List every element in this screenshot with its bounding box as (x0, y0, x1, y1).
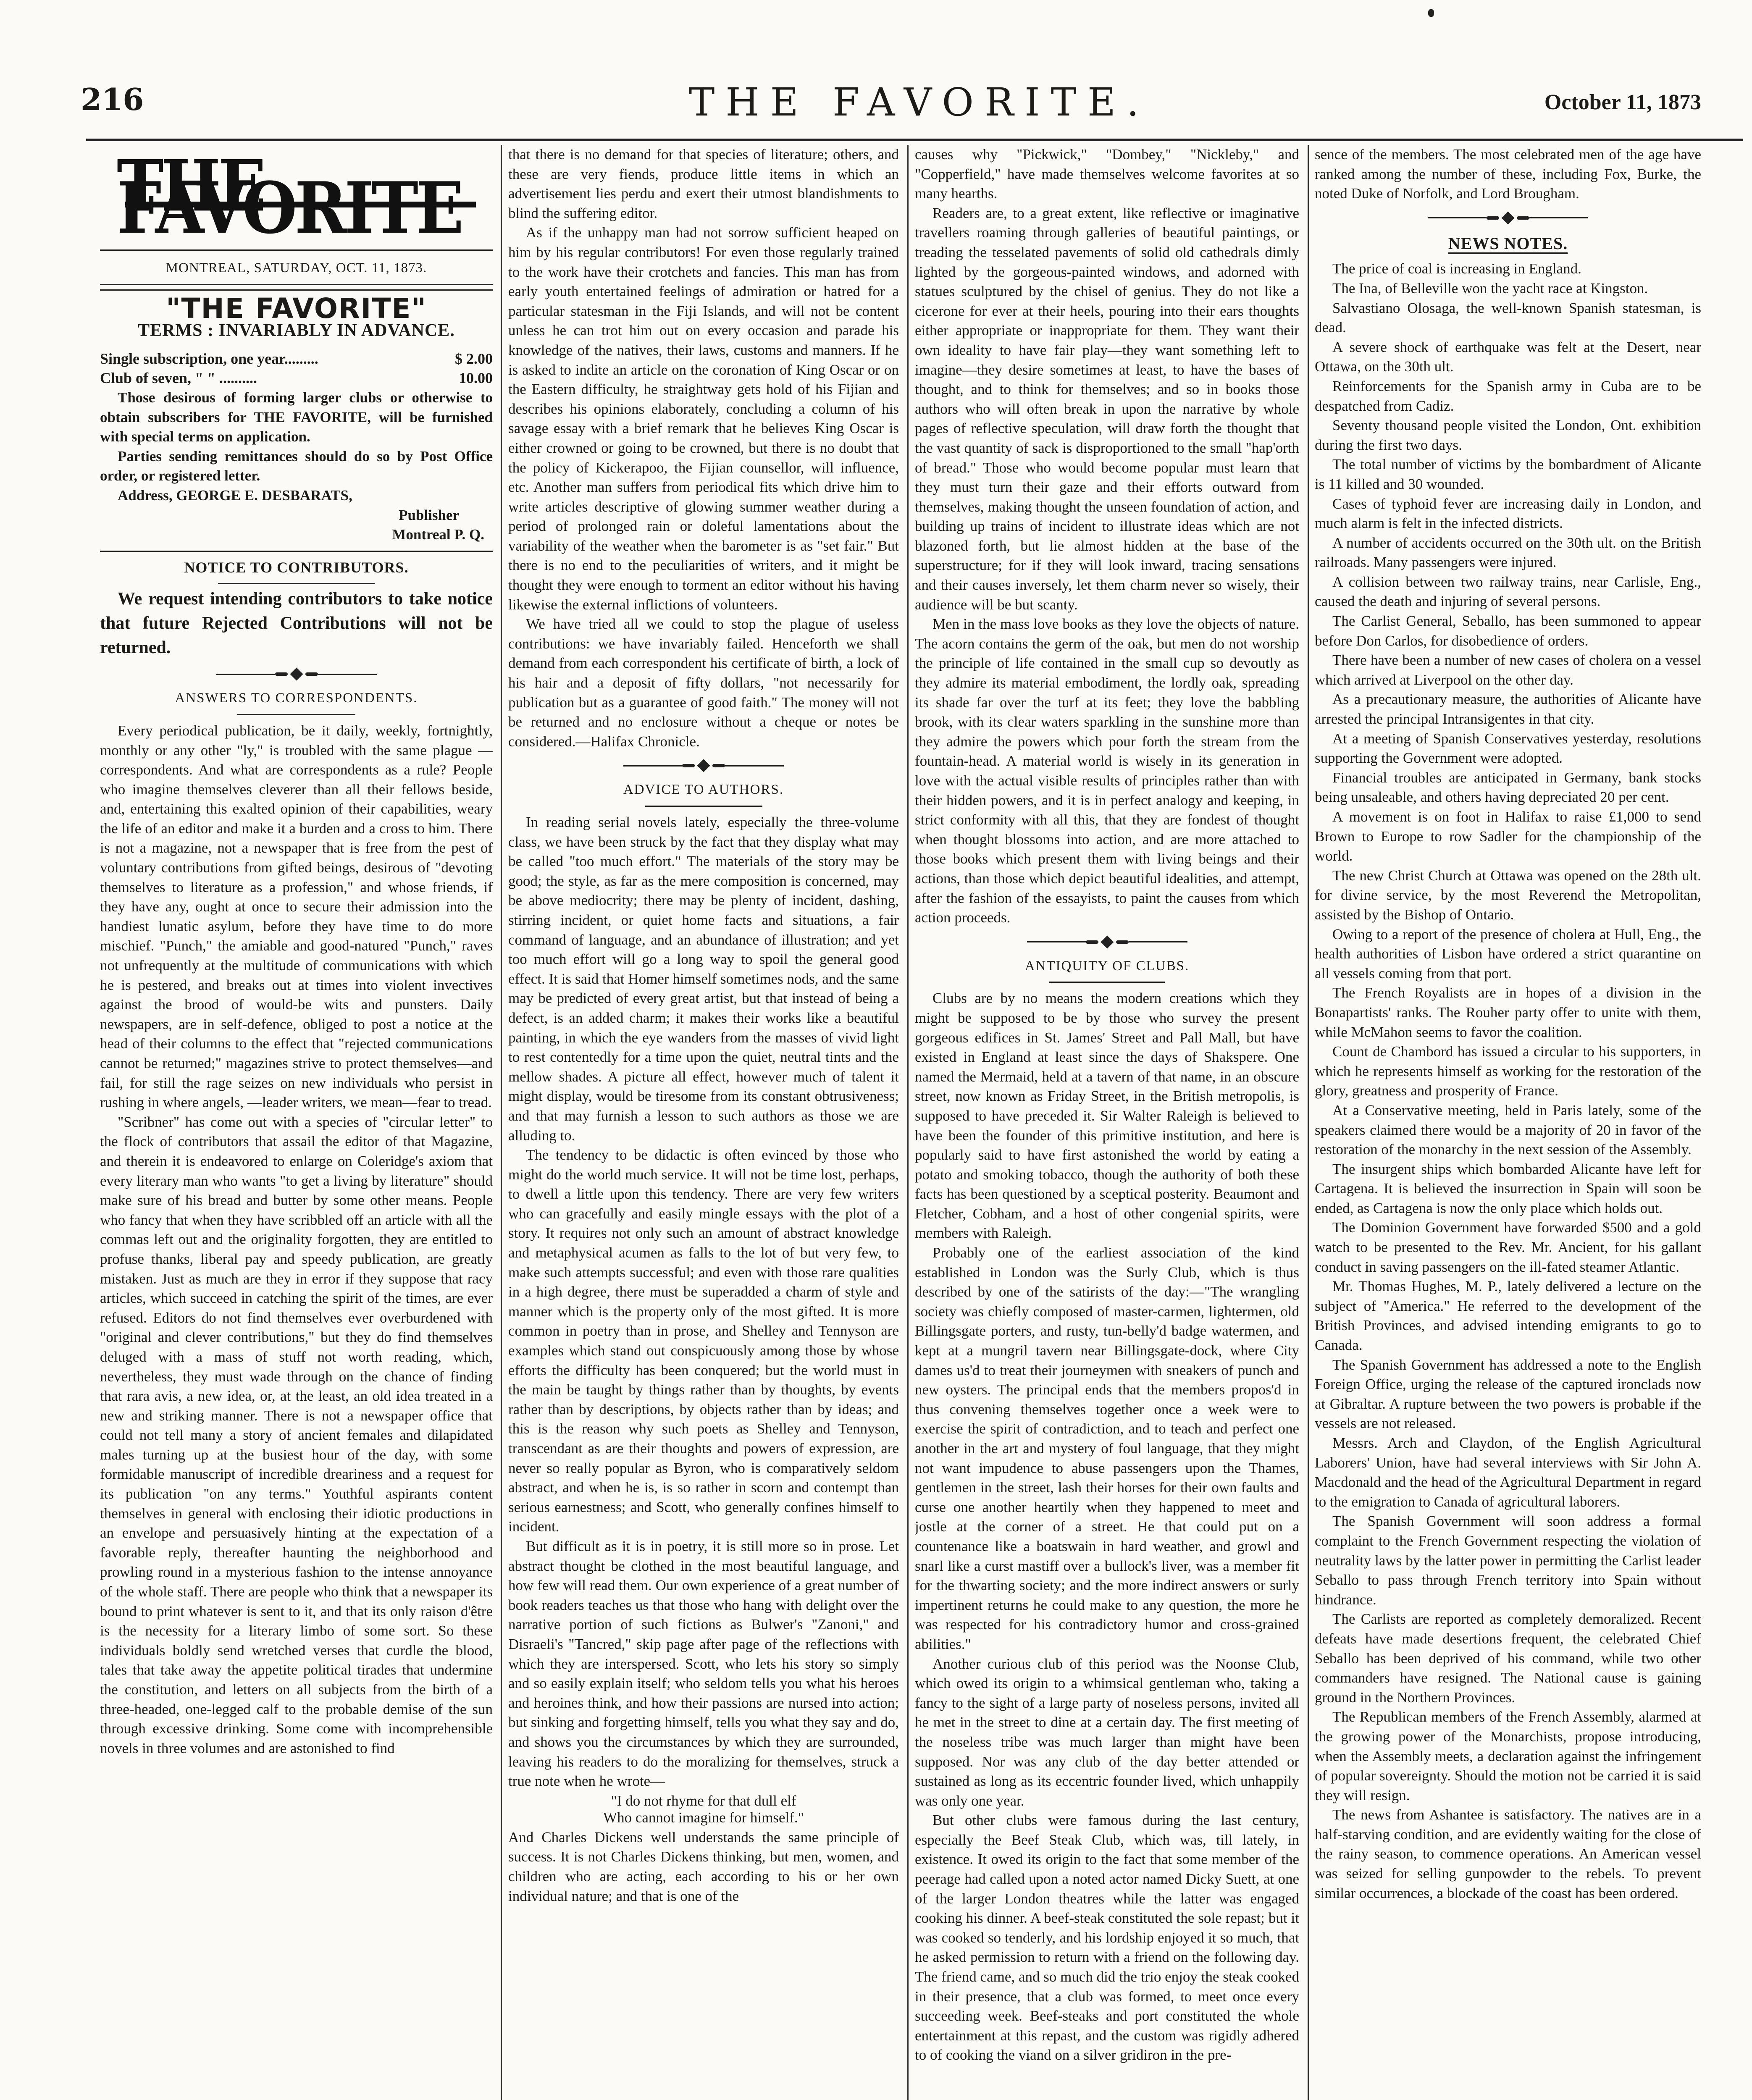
news-item: The French Royalists are in hopes of a division in the Bonapartists' ranks. The Rouher party offer to unite with them, while McMahon seems to favor the coalition. (1315, 984, 1701, 1040)
ink-mark (1428, 9, 1434, 17)
terms-heading: TERMS : INVARIABLY IN ADVANCE. (138, 321, 455, 341)
news-item: Seventy thousand people visited the London, Ont. exhibition during the first two days. (1315, 417, 1701, 453)
article-paragraph: As if the unhappy man had not sorrow sufficient heaped on him by his regular contributors! For even those regularly trained to the work have their crotchets and fancies. This man has from early youth entertained feelings of admiration or hatred for a particular statesman in the Fiji Islands, and will not be content unless he can trot him out on every occasion and parade his knowledge of the natives, their laws, customs and manners. If he is asked to indite an article on the coronation of King Oscar or on the Eastern difficulty, he straightway gets hold of his Fijian and describes his opinions elaborately, concluding a column of his savage essay with a brief remark that he believes King Oscar is either crowned or going to be crowned, but there is no doubt that the policy of Kickerapoo, the Fijian counsellor, will influence, etc. Another man suffers from periodical fits which drive him to write articles descriptive of glowing summer weather during a period of prolonged rain or doleful lamentations about the variability of the weather when the barometer is as "set fair." But there is no end to the peculiarities of writers, and it might be thought they were enough to torment an editor without his having likewise the external inflictions of volunteers. (508, 224, 899, 613)
news-item: The Carlists are reported as completely demoralized. Recent defeats have made desertions frequent, the celebrated Chief Seballo has been deprived of his command, while two other commanders have resigned. The National cause is gaining ground in the Northern Provinces. (1315, 1611, 1701, 1706)
answers-paragraph: "Scribner" has come out with a species of "circular letter" to the flock of contributors that assail the editor of that Magazine, and therein it is endeavored to enlarge on Coleridge's axiom that every literary man who wants "to get a living by literature" should make sure of his bread and butter by some other means. People who fancy that when they have scribbled off an article with all the commas left out and the originality forgotten, they are entitled to profuse thanks, liberal pay and speedy publication, are greatly mistaken. Just as much are they in error if they suppose that racy articles, which succeed in catching the spirit of the times, are ever refused. Editors do not find themselves ever overburdened with "original and clever contributions," but they do find themselves deluged with a mass of stuff not worth reading, which, nevertheless, they must wade through on the chance of finding that rara avis, a new idea, or, at the least, an old idea treated in a new and striking manner. There is not a newspaper office that could not tell many a story of ancient females and dilapidated males turning up at the busiest hour of the day, with some formidable manuscript of incredible dreariness and a request for its publication "on any terms." Youthful aspirants content themselves in general with enclosing their idiotic productions in an envelope and persuasively hinting at the expectation of a favorable reply, thereafter haunting the neighborhood and prowling round in a mysterious fashion to the intense annoyance of the whole staff. There are people who think that a newspaper its bound to print whatever is sent to it, and that its only raison d'être is the necessity for a literary limbo of some sort. So these individuals boldly send wretched verses that curdle the blood, tales that take away the appetite political tirades that undermine the constitution, and letters on all subjects from the birth of a three-headed, one-legged calf to the probable demise of the sun through excessive drinking. Some come with incomprehensible novels in three volumes and are astonished to find (100, 1113, 493, 1756)
clubs-continued: sence of the members. The most celebrated men of the age have ranked among the number of these, including Fox, Burke, the noted Duke of Norfolk, and Lord Brougham. (1315, 146, 1701, 202)
article-paragraph: We have tried all we could to stop the plague of useless contributions: we have invariably failed. Henceforth we shall demand from each correspondent his certificate of birth, a lock of his hair and a deposit of fifty dollars, "not necessarily for publication but as a guarantee of good faith." The money will not be returned and no enclosure without a cheque or notes be considered.—Halifax Chronicle. (508, 616, 899, 750)
news-item: Cases of typhoid fever are increasing daily in London, and much alarm is felt in the infected districts. (1315, 495, 1701, 532)
news-item: There have been a number of new cases of cholera on a vessel which arrived at Liverpool on the other day. (1315, 652, 1701, 688)
column-3 (915, 145, 1299, 2100)
news-item: As a precautionary measure, the authorities of Alicante have arrested the principal Intransigentes in that city. (1315, 691, 1701, 727)
rate-row (100, 349, 493, 369)
advice-paragraph: But difficult as it is in poetry, it is still more so in prose. Let abstract thought be clothed in the most beautiful language, and how few will read them. Our own experience of a great number of book readers teaches us that those who hang with delight over the narrative portion of such fictions as Bulwer's "Zanoni," and Disraeli's "Tancred," skip page after page of the reflections with which they are interspersed. Scott, who lets his story so simply and so easily explain itself; who seldom tells you what his heroes and heroines think, and how their passions are nursed into action; but sinking and forgetting himself, tells you what they say and do, and shows you the circumstances by which they are surrounded, leaving his readers to do the moralizing for themselves, struck a true note when he wrote— (508, 1538, 899, 1790)
divider (237, 714, 355, 715)
quote-line: Who cannot imagine for himself." (603, 1809, 804, 1826)
news-item: The Dominion Government have forwarded $500 and a gold watch to be presented to the Rev. Mr. Ancient, for his gallant conduct in saving passengers on the ill-fated steamer Atlantic. (1315, 1219, 1701, 1275)
ornament-divider (915, 934, 1299, 950)
news-item: The Carlist General, Seballo, has been summoned to appear before Don Carlos, for disobedience of orders. (1315, 613, 1701, 649)
column-4 (1315, 145, 1701, 2100)
clubs-paragraph: Clubs are by no means the modern creations which they might be supposed to be by those who survey the present gorgeous edifices in St. James' Street and Pall Mall, but have existed in England at least since the days of Shakspere. One named the Mermaid, held at a tavern of that name, in an obscure street, now known as Friday Street, in the British metropolis, is supposed to have preceded it. Sir Walter Raleigh is believed to have been the founder of this primitive institution, and here is popularly said to have first astonished the world by eating a potato and smoking tobacco, though the authority of both these facts has been questioned by a sceptical posterity. Beaumont and Fletcher, Cobham, and a host of other congenial spirits, were members with Raleigh. (915, 990, 1299, 1242)
column-rule (501, 145, 502, 2100)
notice-heading: NOTICE TO CONTRIBUTORS. (184, 559, 409, 576)
news-item: Salvastiano Olosaga, the well-known Spanish statesman, is dead. (1315, 299, 1701, 336)
divider (100, 249, 493, 251)
column-rule (1308, 145, 1309, 2100)
news-item: A collision between two railway trains, near Carlisle, Eng., caused the death and injuring of several persons. (1315, 573, 1701, 610)
news-item: The Spanish Government has addressed a note to the English Foreign Office, urging the release of the captured ironclads now at Gibraltar. A rupture between the two powers is probable if the vessels are not released. (1315, 1356, 1701, 1432)
news-item: A movement is on foot in Halifax to raise £1,000 to send Brown to Europe to row Sadler for the championship of the world. (1315, 808, 1701, 864)
news-item: Owing to a report of the presence of cholera at Hull, Eng., the health authorities of Lisbon have ordered a strict quarantine on all vessels coming from that port. (1315, 926, 1701, 982)
article-paragraph: that there is no demand for that species of literature; others, and these are very fiends, produce little items in which an advertisement lies perdu and exert their utmost blandishments to blind the suffering editor. (508, 146, 899, 221)
advice-heading: ADVICE TO AUTHORS. (623, 782, 784, 798)
news-item: A severe shock of earthquake was felt at the Desert, near Ottawa, on the 30th ult. (1315, 339, 1701, 375)
news-item: Count de Chambord has issued a circular to his supporters, in which he represents himself as working for the restoration of the glory, greatness and prosperity of France. (1315, 1043, 1701, 1099)
rate-label: Club of seven, " " .......... (100, 370, 257, 387)
advice-closing: And Charles Dickens well understands the same principle of success. It is not Charles Dickens thinking, but men, women, and children who are acting, each according to his or her own individual nature; and that is one of the (508, 1829, 899, 1904)
article-paragraph: Men in the mass love books as they love the objects of nature. The acorn contains the germ of the oak, but men do not worship the principle of life contained in the small cup so devoutly as they admire its material embodiment, the lordly oak, spreading its shade far over the turf at its feet; they love the babbling brook, with its clear waters sparkling in the sunshine more than they admire the powers which pour forth the stream from the fountain-head. A material world is wisely in its generation in love with the actual visible results of principles rather than with their hidden powers, and it is in perfect analogy and keeping, in strict conformity with all this, that they are fondest of thought when thought blossoms into action, and are more attached to those books which present them with living beings and their actions, than those which depict beautiful idealities, and attempt, after the fashion of the essayists, to paint the causes from which action proceeds. (915, 616, 1299, 926)
address-line: Address, GEORGE E. DESBARATS, (118, 487, 352, 504)
rate-price: 10.00 (459, 370, 493, 387)
divider (100, 551, 493, 552)
rate-row (100, 368, 493, 388)
ornament-divider (100, 666, 493, 682)
quote-line: "I do not rhyme for that dull elf (611, 1792, 796, 1809)
dateline: MONTREAL, SATURDAY, OCT. 11, 1873. (165, 260, 427, 276)
advice-paragraph: The tendency to be didactic is often evinced by those who might do the world much service. It will not be time lost, perhaps, to dwell a little upon this tendency. There are very few writers who can gracefully and easily mingle essays with the plot of a story. It requires not only such an amount of abstract knowledge and metaphysical acumen as falls to the lot of but very few, to make such attempts successful; and even with those rare qualities in a high degree, there must be superadded a charm of style and manner which is the property only of the most gifted. It is more common in poetry than in prose, and Shelley and Tennyson are examples which stand out conspicuously among those by whose efforts the difficulty has been conquered; but the world must in the main be taught by things rather than by thoughts, by events rather than by descriptions, by objects rather than by ideas; and this is the reason why such poets as Shelley and Tennyson, transcendant as are their thoughts and powers of expression, are never so really popular as Byron, who is comparatively seldom abstract, and when he is, is so rather in scorn and contempt than serious earnestness; and Scott, who generally confines himself to incident. (508, 1147, 899, 1535)
news-item: The Ina, of Belleville won the yacht race at Kingston. (1332, 280, 1648, 297)
column-1 (100, 145, 493, 2100)
answers-heading: ANSWERS TO CORRESPONDENTS. (175, 690, 418, 706)
clubs-paragraph: Probably one of the earliest association of the kind established in London was the Surly Club, which is thus described by one of the satirists of the day:—"The wrangling society was chiefly composed of master-carmen, lightermen, old Billingsgate porters, and rusty, tun-belly'd badge watermen, and kept at a mungril tavern near Billingsgate-dock, where City dames us'd to treat their journeymen with sneakers of punch and new oysters. The principal ends that the members propos'd in thus convening themselves together once a week were to exercise the spirit of contradiction, and to teach and perfect one another in the art and mystery of foul language, that they might not want impudence to abuse passengers upon the Thames, gentlemen in the street, lash their horses for their own faults and curse one another heartily when they happened to meet and jostle at the corner of a street. He that could put on a countenance like a boatswain in hard weather, and growl and snarl like a curst mastiff over a bullock's liver, was a member fit for the thwarting society; and the more indirect answers or surly impertinent returns he could make to any question, the more he was respected for his contradictory humor and cross-grained abilities." (915, 1244, 1299, 1652)
news-item: The insurgent ships which bombarded Alicante have left for Cartagena. It is believed the insurrection in Spain will soon be ended, as Cartagena is now the only place which holds out. (1315, 1160, 1701, 1216)
header-rule (86, 139, 1743, 141)
notice-text: We request intending contributors to take notice that future Rejected Contributions will not be returned. (100, 589, 493, 658)
news-item: The news from Ashantee is satisfactory. The natives are in a half-starving condition, and are evidently waiting for the close of the rainy season, to commence operations. An American vessel was seized for selling gunpowder to the rebels. To prevent similar occurrences, a blockade of the coast has been ordered. (1315, 1806, 1701, 1901)
clubs-paragraph: Another curious club of this period was the Noonse Club, which owed its origin to a whimsical gentleman who, taking a fancy to the sight of a large party of noseless persons, invited all he met in the street to dine at a certain day. The first meeting of the noseless tribe was much larger than might have been supposed. Nor was any club of the day better attended or sustained as long as its eccentric founder lived, which unhappily was only one year. (915, 1655, 1299, 1809)
page-number: 216 (81, 81, 144, 117)
masthead (100, 145, 493, 250)
news-item: Mr. Thomas Hughes, M. P., lately delivered a lecture on the subject of "America." He referred to the development of the British Provinces, and advised intending emigrants to go to Canada. (1315, 1278, 1701, 1354)
publisher-line: Publisher (399, 507, 459, 523)
news-item: At a Conservative meeting, held in Paris lately, some of the speakers claimed there would be a majority of 20 in favor of the restoration of the monarchy in the next session of the Assembly. (1315, 1102, 1701, 1158)
ornament-divider (508, 757, 899, 774)
article-paragraph: causes why "Pickwick," "Dombey," "Nickleby," and "Copperfield," have made themselves welcome favorites at so many hearths. (915, 146, 1299, 202)
divider (100, 284, 493, 291)
news-item: Reinforcements for the Spanish army in Cuba are to be despatched from Cadiz. (1315, 378, 1701, 414)
news-item: A number of accidents occurred on the 30th ult. on the British railroads. Many passengers were injured. (1315, 534, 1701, 571)
page-header (76, 76, 1752, 134)
remit-note: Parties sending remittances should do so by Post Office order, or registered letter. (100, 448, 493, 484)
divider (645, 806, 762, 807)
answers-paragraph: Every periodical publication, be it daily, weekly, fortnightly, monthly or any other "ly," is troubled with the same plague — correspondents. And what are correspondents as a rule? People who imagine themselves cleverer than all their fellows beside, and, entertaining this exalted opinion of their capabilities, weary the life of an editor and make it a burden and a cross to him. There is not a magazine, not a newspaper that is free from the pest of voluntary contributions from gifted beings, desirous of "devoting themselves to literature as a profession," and whose friends, if they have any, ought at once to secure their admission into the handiest lunatic asylum, before they have time to do more mischief. "Punch," the amiable and good-natured "Punch," raves not unfrequently at the multitude of communications with which he is pestered, and breaks out at times into violent invectives against the brood of would-be wits and punsters. Daily newspapers, are in self-defence, obliged to post a notice at the head of their columns to the effect that "rejected communications cannot be returned;" magazines strive to protect themselves—and fail, for still the rage seizes on new individuals who persist in rushing in where angels, —leader writers, we mean—fear to tread. (100, 722, 493, 1111)
news-item: At a meeting of Spanish Conservatives yesterday, resolutions supporting the Government were adopted. (1315, 730, 1701, 766)
clubs-paragraph: But other clubs were famous during the last century, especially the Beef Steak Club, which was, till lately, in existence. It owed its origin to the fact that some member of the peerage had called upon a noted actor named Dicky Suett, at one of the larger London theatres while the latter was engaged cooking his dinner. A beef-steak constituted the sole repast; but it was cooked so tenderly, and his lordship enjoyed it so much, that he asked permission to return with a friend on the following day. The friend came, and so much did the trio enjoy the steak cooked in their presence, that a club was formed, to meet once every succeeding week. Beef-steaks and port constituted the whole entertainment at this repast, and the custom was rigidly adhered to of cooking the viand on a silver gridiron in the pre- (915, 1812, 1299, 2063)
masthead-title: THE FAVORITE (117, 145, 462, 250)
news-item: The new Christ Church at Ottawa was opened on the 28th ult. for divine service, by the most Reverend the Metropolitan, assisted by the Bishop of Ontario. (1315, 867, 1701, 923)
news-item: Messrs. Arch and Claydon, of the English Agricultural Laborers' Union, have had several interviews with Sir John A. Macdonald and the head of the Agricultural Department in regard to the emigration to Canada of agricultural laborers. (1315, 1435, 1701, 1510)
news-item: The price of coal is increasing in England. (1332, 260, 1581, 277)
news-heading: NEWS NOTES. (1448, 234, 1568, 253)
divider (1049, 982, 1165, 983)
city-line: Montreal P. Q. (392, 526, 484, 543)
divider (218, 583, 375, 584)
rate-label: Single subscription, one year......... (100, 350, 318, 367)
news-item: The Republican members of the French Assembly, alarmed at the growing power of the Monarchists, propose introducing, when the Assembly meets, a declaration against the infringement of popular sovereignty. Should the motion not be carried it is said they will resign. (1315, 1709, 1701, 1803)
ornament-divider (1315, 210, 1701, 226)
news-item: Financial troubles are anticipated in Germany, bank stocks being unsaleable, and others having depreciated 20 per cent. (1315, 769, 1701, 806)
advice-paragraph: In reading serial novels lately, especially the three-volume class, we have been struck by the fact that they display what may be called "too much effort." The materials of the story may be good; the style, as far as the mere composition is concerned, may be above mediocrity; there may be plenty of incident, dashing, stirring incident, or quiet home facts and situations, a fair command of language, and an abundance of illustration; and yet too much effort will go a long way to spoil the general good effect. It is said that Homer himself sometimes nods, and the same may be predicted of every great artist, but that instead of being a defect, is an added charm; it makes their works like a beautiful painting, in which the eye wanders from the masses of vivid light to rest contentedly for a time upon the quiet, neutral tints and the mellow shades. A picture all effect, however much of talent it might display, would be tiresome from its constant obtrusiveness; and that may furnish a lesson to such authors as those we are alluding to. (508, 814, 899, 1144)
column-2 (508, 145, 899, 2100)
article-paragraph: Readers are, to a great extent, like reflective or imaginative travellers roaming through galleries of beautiful paintings, or treading the tesselated pavements of solid old cathedrals dimly lighted by the gorgeous-painted windows, and adorned with statues sculptured by the chisel of genius. They do not like a cicerone for ever at their heels, pouring into their ears thoughts either appropriate or inappropriate for them. They want their own ideality to have fair play—they want something left to imagine—they desire sometimes at least, to have the bases of thought, and to think for themselves; and so in books those authors who will often break in upon the narrative by whole pages of reflective speculation, will draw forth the thought that the vast quantity of sack is disproportioned to the small "hap'orth of bread." Those who would become popular must learn that they must turn their gaze and their efforts outward from themselves, making thought the unseen foundation of action, and building up trains of incident to illustrate ideas which are not blazoned forth, but lie almost hidden at the base of the superstructure; for if they will look inward, tracing sensations and their causes inversely, let them charm never so wisely, their audience will be but scanty. (915, 205, 1299, 613)
column-rule (907, 145, 909, 2100)
rate-price: $ 2.00 (455, 350, 493, 367)
news-item: The Spanish Government will soon address a formal complaint to the French Government respecting the violation of neutrality laws by the latter power in permitting the Carlist leader Seballo to pass through French territory into Spain without hindrance. (1315, 1513, 1701, 1608)
issue-date: October 11, 1873 (1544, 90, 1701, 114)
subscription-title: "THE FAVORITE" (166, 292, 427, 325)
clubs-note: Those desirous of forming larger clubs or otherwise to obtain subscribers for THE FAVORITE, will be furnished with special terms on application. (100, 389, 493, 445)
running-title: THE FAVORITE. (689, 80, 1150, 125)
news-item: The total number of victims by the bombardment of Alicante is 11 killed and 30 wounded. (1315, 456, 1701, 492)
clubs-heading: ANTIQUITY OF CLUBS. (1024, 958, 1190, 974)
